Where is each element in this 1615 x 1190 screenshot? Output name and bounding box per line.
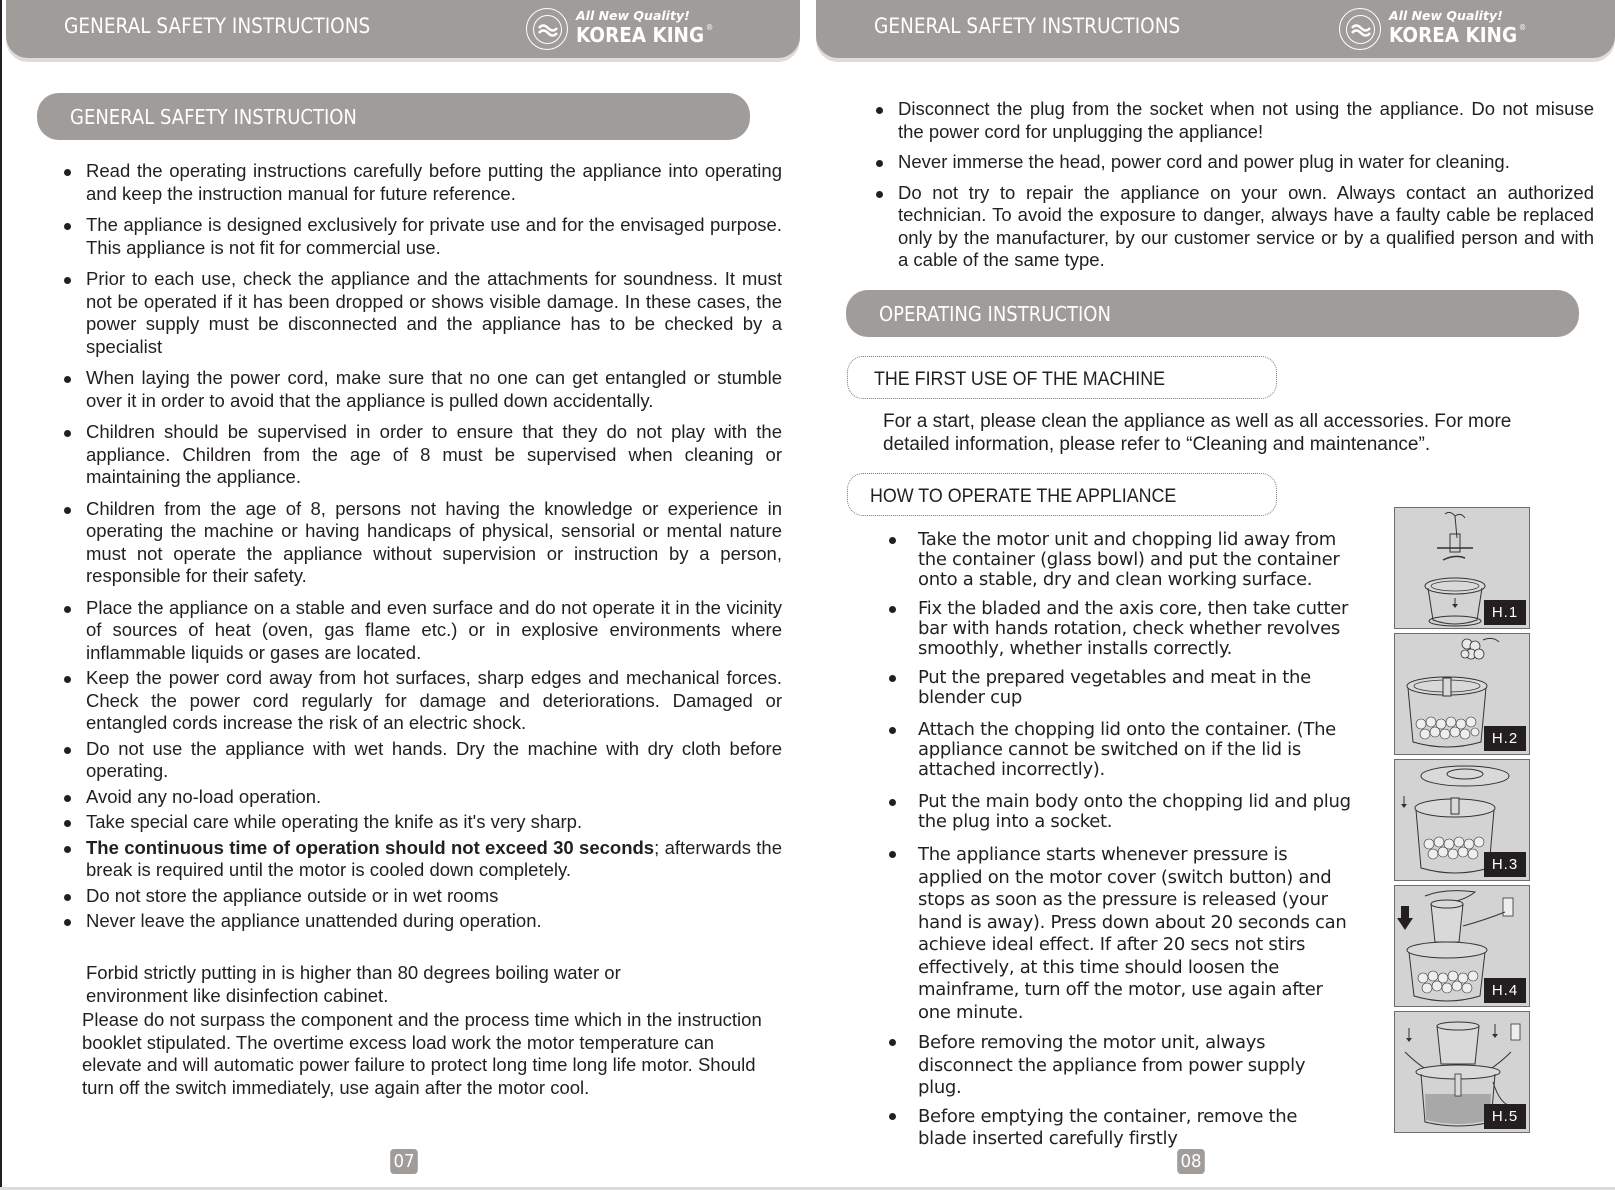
operating-steps-list: [874, 530, 1354, 1160]
list-item: Attach the chopping lid onto the container. (The appliance cannot be switched on if the lid is attached incorrectly).: [874, 720, 1354, 780]
section-heading-operating: OPERATING INSTRUCTION: [846, 290, 1579, 337]
list-item: When laying the power cord, make sure that no one can get entangled or stumble over it in order to avoid that the appliance is pulled down accidentally.: [62, 367, 782, 412]
page-number: 07: [390, 1149, 418, 1174]
brand-tagline: All New Quality!: [1389, 8, 1503, 23]
korea-king-emblem-icon: [1339, 8, 1381, 50]
header-bar: [6, 0, 800, 58]
figure-h3: [1394, 759, 1530, 881]
brand-name: KOREA KING ®: [1389, 23, 1527, 47]
safety-bullet-list: [62, 160, 782, 936]
list-item: Prior to each use, check the appliance and the attachments for soundness. It must not be operated if it has been dropped or shows visible damage. In these cases, the power supply must be disconnected and the appliance has to be checked by a specialist: [62, 268, 782, 358]
brand-name: KOREA KING ®: [576, 23, 714, 47]
brand-tagline: All New Quality!: [576, 8, 690, 23]
list-item: Keep the power cord away from hot surfaces, sharp edges and mechanical forces. Check the power cord regularly for damage and deteriorations. Damaged or entangled cords increase the risk of an electric shock.: [62, 667, 782, 735]
list-item: Before removing the motor unit, always disconnect the appliance from power supply plug.: [874, 1032, 1354, 1100]
list-item-warning-30-seconds: The continuous time of operation should not exceed 30 seconds; afterwards the break is required until the motor is cooled down completely.: [62, 837, 782, 882]
list-item: Do not use the appliance with wet hands. Dry the machine with dry cloth before operating.: [62, 738, 782, 783]
list-item: Take special care while operating the knife as it's very sharp.: [62, 811, 782, 834]
list-item: Fix the bladed and the axis core, then take cutter bar with hands rotation, check whether revolves smoothly, whether installs correctly.: [874, 599, 1354, 659]
list-item: Put the main body onto the chopping lid and plug the plug into a socket.: [874, 792, 1354, 832]
list-item: Do not try to repair the appliance on your own. Always contact an authorized technician. To avoid the exposure to danger, always have a faulty cable be replaced only by the manufacturer, by our customer service or by a qualified person and with a cable of the same type.: [874, 182, 1594, 272]
figure-label: H.3: [1484, 852, 1526, 877]
page-08: [808, 0, 1615, 1190]
list-item: Never leave the appliance unattended during operation.: [62, 910, 782, 933]
safety-bullet-list-continued: [874, 98, 1594, 280]
header-title: GENERAL SAFETY INSTRUCTIONS: [874, 14, 1181, 38]
subheading-how-to-operate: HOW TO OPERATE THE APPLIANCE: [847, 473, 1277, 516]
list-item: Children from the age of 8, persons not having the knowledge or experience in operating the machine or having handicaps of physical, sensorial or mental nature must not operate the appliance without supervision or instruction by a person, responsible for their safety.: [62, 498, 782, 588]
page-number: 08: [1177, 1149, 1205, 1174]
list-item: Before emptying the container, remove the blade inserted carefully firstly: [874, 1106, 1354, 1151]
list-item: The appliance is designed exclusively for private use and for the envisaged purpose. This appliance is not fit for commercial use.: [62, 214, 782, 259]
section-heading-general-safety: GENERAL SAFETY INSTRUCTION: [37, 93, 750, 140]
page-07: [0, 0, 800, 1190]
paragraph-forbid-boiling-water: Forbid strictly putting in is higher than 80 degrees boiling water or environment like disinfection cabinet.: [86, 962, 621, 1006]
paragraph-first-use: For a start, please clean the appliance as well as all accessories. For more detailed information, please refer to “Cleaning and maintenance”.: [883, 411, 1512, 455]
figure-h2: [1394, 633, 1530, 755]
list-item: Read the operating instructions carefully before putting the appliance into operating and keep the instruction manual for future reference.: [62, 160, 782, 205]
list-item: Avoid any no-load operation.: [62, 786, 782, 809]
list-item: Take the motor unit and chopping lid away from the container (glass bowl) and put the container onto a stable, dry and clean working surface.: [874, 530, 1354, 590]
figure-label: H.5: [1484, 1104, 1526, 1129]
subheading-first-use: THE FIRST USE OF THE MACHINE: [847, 356, 1277, 399]
header-title: GENERAL SAFETY INSTRUCTIONS: [64, 14, 371, 38]
figure-h1: [1394, 507, 1530, 629]
header-bar: [816, 0, 1615, 58]
list-item: Never immerse the head, power cord and power plug in water for cleaning.: [874, 151, 1594, 174]
list-item: The appliance starts whenever pressure is applied on the motor cover (switch button) and stops as soon as the pressure is released (your hand is away). Press down about 20 seconds can achieve ideal effect. If after 20 secs not stirs effectively, at this time should loosen the mainframe, turn off the motor, use again after one minute.: [874, 844, 1354, 1024]
list-item: Do not store the appliance outside or in wet rooms: [62, 885, 782, 908]
list-item: Put the prepared vegetables and meat in the blender cup: [874, 668, 1354, 708]
figure-h4: [1394, 885, 1530, 1007]
figure-label: H.2: [1484, 726, 1526, 751]
list-item: Children should be supervised in order to ensure that they do not play with the appliance. Children from the age of 8 must be supervised when cleaning or maintaining the appliance.: [62, 421, 782, 489]
paragraph-process-time: Please do not surpass the component and the process time which in the instruction booklet stipulated. The overtime excess load work the motor temperature can elevate and will automatic power failure to protect long time long life motor. Should turn off the switch immediately, use again after the motor cool.: [82, 1009, 762, 1098]
figure-label: H.1: [1484, 600, 1526, 625]
list-item: Disconnect the plug from the socket when not using the appliance. Do not misuse the power cord for unplugging the appliance!: [874, 98, 1594, 143]
list-item: Place the appliance on a stable and even surface and do not operate it in the vicinity of sources of heat (oven, gas flame etc.) or in explosive environments where inflammable liquids or gases are located.: [62, 597, 782, 665]
korea-king-emblem-icon: [526, 8, 568, 50]
figure-h5: [1394, 1011, 1530, 1133]
figure-label: H.4: [1484, 978, 1526, 1003]
